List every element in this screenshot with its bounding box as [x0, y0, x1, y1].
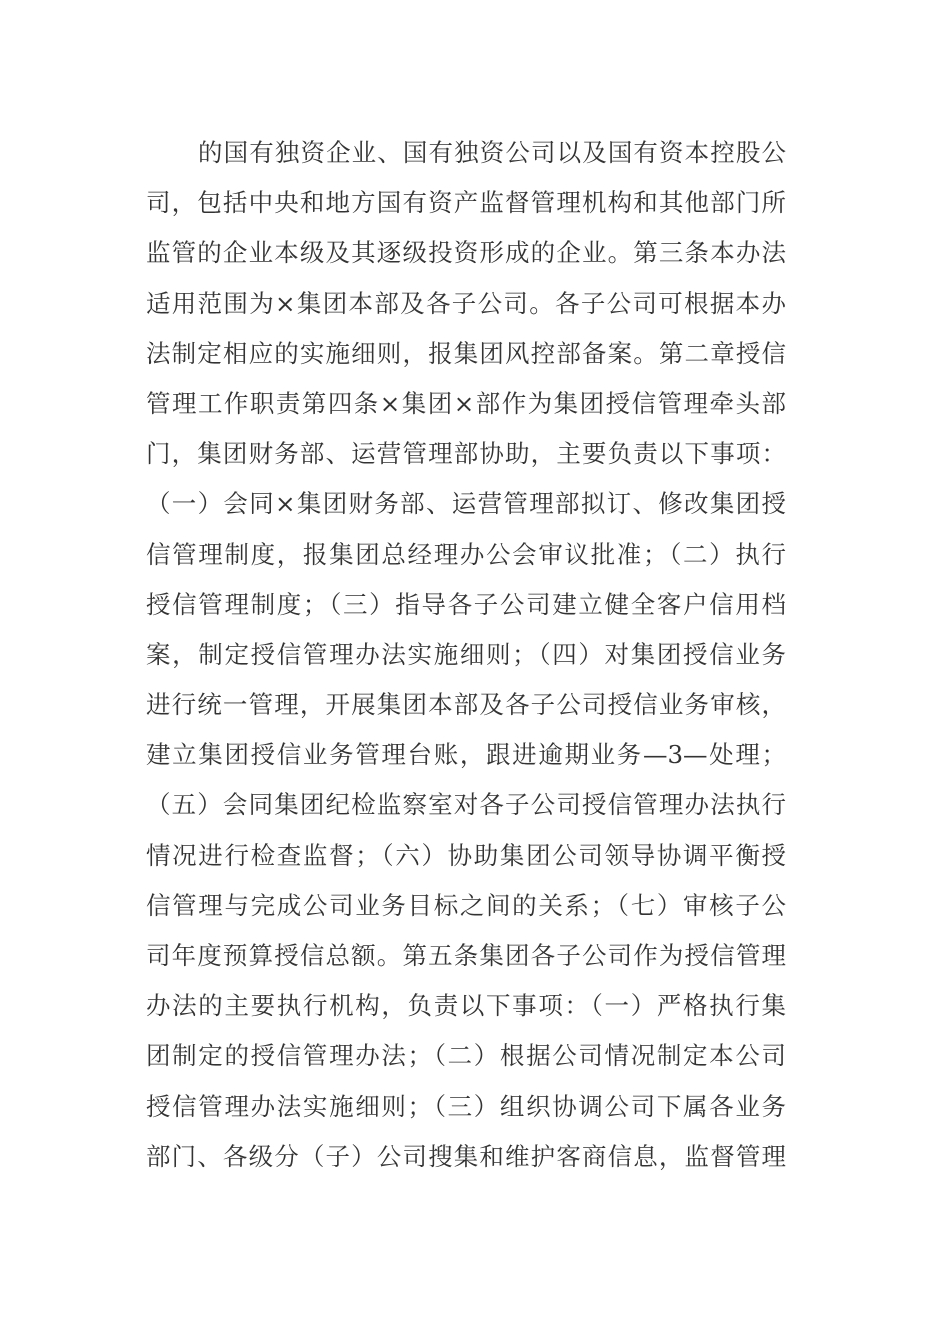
text-line: （五）会同集团纪检监察室对各子公司授信管理办法执行	[146, 790, 786, 820]
text-line: （一）会同×集团财务部、运营管理部拟订、修改集团授	[146, 489, 786, 519]
text-line: 监管的企业本级及其逐级投资形成的企业。第三条本办法	[146, 238, 786, 268]
text-line: 管理工作职责第四条×集团×部作为集团授信管理牵头部	[146, 388, 786, 418]
text-line: 门，集团财务部、运营管理部协助，主要负责以下事项：	[146, 439, 786, 469]
text-line: 办法的主要执行机构，负责以下事项：（一）严格执行集	[146, 991, 786, 1021]
text-line: 信管理与完成公司业务目标之间的关系；（七）审核子公	[146, 890, 786, 920]
text-line: 信管理制度，报集团总经理办公会审议批准；（二）执行	[146, 539, 786, 569]
text-line: 授信管理制度；（三）指导各子公司建立健全客户信用档	[146, 589, 786, 619]
text-line: 情况进行检查监督；（六）协助集团公司领导协调平衡授	[146, 840, 786, 870]
text-line: 司年度预算授信总额。第五条集团各子公司作为授信管理	[146, 941, 786, 970]
body-text	[146, 128, 786, 1182]
text-line: 进行统一管理，开展集团本部及各子公司授信业务审核，	[146, 690, 786, 720]
text-line: 的国有独资企业、国有独资公司以及国有资本控股公	[198, 138, 786, 167]
text-line: 司，包括中央和地方国有资产监督管理机构和其他部门所	[146, 188, 786, 218]
text-line: 法制定相应的实施细则，报集团风控部备案。第二章授信	[146, 338, 786, 368]
text-line: 建立集团授信业务管理台账，跟进逾期业务—3—处理；	[146, 740, 786, 770]
text-line: 部门、各级分（子）公司搜集和维护客商信息，监督管理	[146, 1141, 786, 1171]
text-line: 授信管理办法实施细则；（三）组织协调公司下属各业务	[146, 1091, 786, 1121]
text-line: 案，制定授信管理办法实施细则；（四）对集团授信业务	[146, 639, 786, 669]
text-line: 适用范围为×集团本部及各子公司。各子公司可根据本办	[146, 288, 786, 318]
text-line: 团制定的授信管理办法；（二）根据公司情况制定本公司	[146, 1041, 786, 1071]
